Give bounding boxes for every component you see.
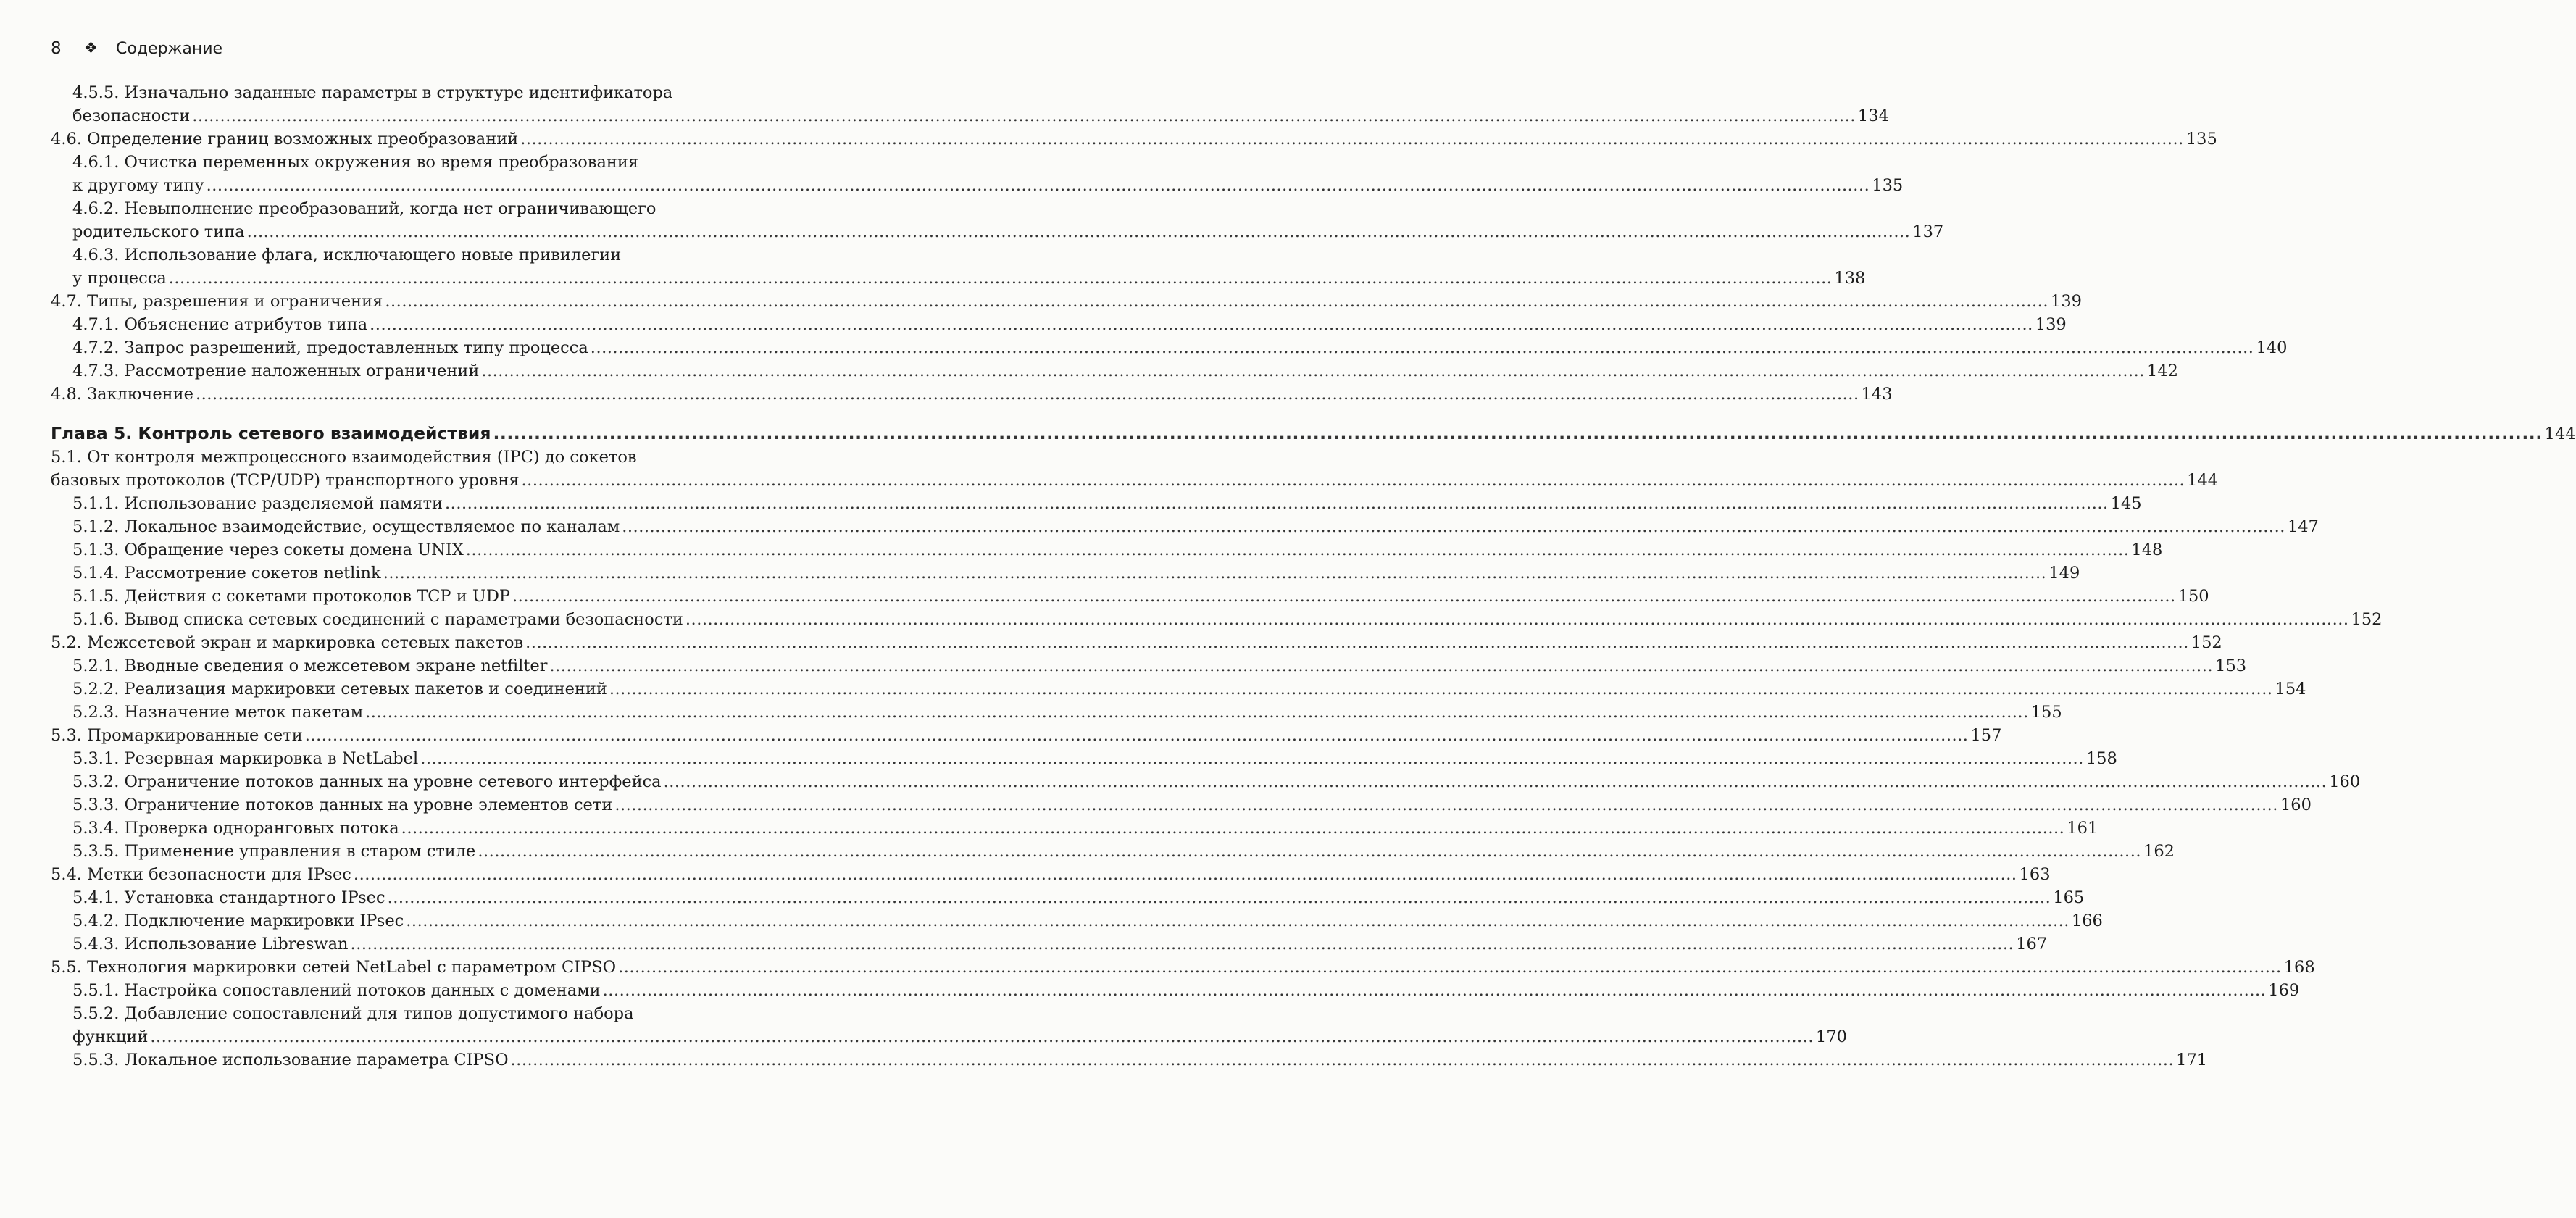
dot-leader: ............................................................................................................................................................................................................................................................................................................	[150, 1027, 1814, 1046]
dot-leader: ............................................................................................................................................................................................................................................................................................................	[195, 385, 1859, 404]
entry-title: 4.6.3. Использование флага, исключающего новые привилегии	[72, 246, 622, 264]
entry-line	[72, 886, 2085, 909]
entry-title: безопасности	[72, 107, 191, 125]
entry-title: 5.3.3. Ограничение потоков данных на уровне элементов сети	[72, 796, 613, 814]
page-ref: 152	[2191, 633, 2222, 652]
entry-line	[72, 151, 804, 174]
page-ref: 144	[2544, 425, 2576, 443]
entry-title: 4.7. Типы, разрешения и ограничения	[51, 292, 383, 311]
entry-line	[72, 747, 2117, 770]
entry-line	[51, 128, 2217, 151]
entry-title: 5.1.1. Использование разделяемой памяти	[72, 494, 443, 513]
page-ref: 139	[2051, 292, 2082, 311]
entry-line	[72, 104, 1889, 128]
page-ref: 154	[2275, 680, 2306, 698]
dot-leader: ............................................................................................................................................................................................................................................................................................................	[387, 888, 2051, 907]
dot-leader: ............................................................................................................................................................................................................................................................................................................	[602, 981, 2267, 1000]
entry-line	[72, 336, 2288, 359]
dot-leader: ............................................................................................................................................................................................................................................................................................................	[304, 726, 1969, 745]
entry-line	[72, 677, 2306, 701]
dot-leader: ............................................................................................................................................................................................................................................................................................................	[401, 819, 2065, 838]
dot-leader: ............................................................................................................................................................................................................................................................................................................	[350, 935, 2014, 954]
dot-leader: ............................................................................................................................................................................................................................................................................................................	[609, 680, 2273, 698]
entry-line	[72, 1025, 1847, 1048]
header-title: Содержание	[116, 40, 223, 58]
entry-line	[72, 701, 2062, 724]
entry-line	[72, 197, 804, 220]
entry-line	[72, 359, 2178, 383]
dot-leader: ............................................................................................................................................................................................................................................................................................................	[521, 471, 2185, 490]
page-ref: 143	[1861, 385, 1893, 404]
entry-title: 4.6.1. Очистка переменных окружения во время преобразования	[72, 153, 639, 172]
entry-title: 5.3.4. Проверка одноранговых потока	[72, 819, 399, 838]
page-ref: 140	[2256, 338, 2288, 357]
entry-title: 5.5.3. Локальное использование параметра CIPSO	[72, 1051, 509, 1069]
entry-line	[51, 422, 2576, 446]
entry-title: Глава 5. Контроль сетевого взаимодействия	[51, 423, 491, 443]
dot-leader: ............................................................................................................................................................................................................................................................................................................	[353, 865, 2017, 884]
entry-line	[72, 267, 1866, 290]
entry-title: 5.2.3. Назначение меток пакетам	[72, 703, 364, 722]
entry-line	[72, 1048, 2208, 1072]
entry-title: 4.8. Заключение	[51, 385, 193, 404]
entry-title: 4.5.5. Изначально заданные параметры в структуре идентификатора	[72, 83, 673, 102]
entry-line	[51, 863, 2051, 886]
entry-line	[72, 793, 2312, 817]
dot-leader: ............................................................................................................................................................................................................................................................................................................	[663, 772, 2327, 791]
page-ref: 147	[2287, 517, 2319, 536]
dot-leader: ............................................................................................................................................................................................................................................................................................................	[493, 423, 2543, 443]
page-ref: 149	[2048, 564, 2080, 583]
page-ref: 138	[1834, 269, 1866, 288]
page-ref: 134	[1857, 107, 1889, 125]
page-ref: 169	[2268, 981, 2300, 1000]
entry-line	[51, 956, 2315, 979]
dot-leader: ............................................................................................................................................................................................................................................................................................................	[512, 587, 2176, 606]
entry-line	[51, 631, 2222, 654]
page-ref: 162	[2143, 842, 2175, 861]
page-ref: 135	[2185, 130, 2217, 149]
entry-line	[72, 1002, 804, 1025]
entry-title: 5.5.2. Добавление сопоставлений для типов допустимого набора	[72, 1004, 634, 1023]
page-ref: 157	[1970, 726, 2002, 745]
entry-line	[51, 446, 804, 469]
entry-line	[72, 654, 2247, 677]
entry-line	[72, 538, 2163, 562]
entry-title: 5.3. Промаркированные сети	[51, 726, 303, 745]
entry-line	[72, 313, 2067, 336]
entry-line	[72, 515, 2319, 538]
entry-title: 5.4.3. Использование Libreswan	[72, 935, 349, 954]
page-ref: 135	[1872, 176, 1904, 195]
entry-title: 5.1.3. Обращение через сокеты домена UNIX	[72, 541, 464, 559]
page-ref: 166	[2071, 912, 2103, 930]
entry-line	[72, 243, 804, 267]
entry-title: 5.1.6. Вывод списка сетевых соединений с параметрами безопасности	[72, 610, 683, 629]
entry-title: 4.7.3. Рассмотрение наложенных ограничений	[72, 362, 480, 380]
page-ref: 153	[2215, 656, 2247, 675]
entry-title: 5.2. Межсетевой экран и маркировка сетевых пакетов	[51, 633, 524, 652]
entry-title: 5.2.2. Реализация маркировки сетевых пакетов и соединений	[72, 680, 607, 698]
entry-title: 5.4. Метки безопасности для IPsec	[51, 865, 351, 884]
entry-line	[72, 608, 2383, 631]
entry-title: 4.7.2. Запрос разрешений, предоставленных типу процесса	[72, 338, 588, 357]
dot-leader: ............................................................................................................................................................................................................................................................................................................	[549, 656, 2214, 675]
entry-title: 4.6. Определение границ возможных преобразований	[51, 130, 519, 149]
entry-title: 5.4.2. Подключение маркировки IPsec	[72, 912, 404, 930]
page-number: 8	[51, 39, 62, 58]
dot-leader: ............................................................................................................................................................................................................................................................................................................	[520, 130, 2184, 149]
entry-line	[72, 174, 1904, 197]
dot-leader: ............................................................................................................................................................................................................................................................................................................	[406, 912, 2069, 930]
entry-title: 5.5.1. Настройка сопоставлений потоков данных с доменами	[72, 981, 601, 1000]
entry-line	[72, 81, 804, 104]
dot-leader: ............................................................................................................................................................................................................................................................................................................	[618, 958, 2282, 977]
page-ref: 160	[2329, 772, 2361, 791]
page-ref: 170	[1816, 1027, 1847, 1046]
entry-title: 5.1.2. Локальное взаимодействие, осуществляемое по каналам	[72, 517, 620, 536]
page-ref: 160	[2280, 796, 2312, 814]
dot-leader: ............................................................................................................................................................................................................................................................................................................	[385, 292, 2048, 311]
entry-title: 5.1.4. Рассмотрение сокетов netlink	[72, 564, 381, 583]
entry-line	[51, 383, 1893, 406]
page-ref: 137	[1912, 222, 1944, 241]
dot-leader: ............................................................................................................................................................................................................................................................................................................	[383, 564, 2047, 583]
page-ref: 158	[2085, 749, 2117, 768]
page-ref: 161	[2067, 819, 2098, 838]
entry-line	[72, 562, 2080, 585]
dot-leader: ............................................................................................................................................................................................................................................................................................................	[246, 222, 1911, 241]
page-ref: 150	[2177, 587, 2209, 606]
entry-line	[72, 817, 2098, 840]
dot-leader: ............................................................................................................................................................................................................................................................................................................	[614, 796, 2278, 814]
dot-leader: ............................................................................................................................................................................................................................................................................................................	[365, 703, 2029, 722]
entry-title: 4.7.1. Объяснение атрибутов типа	[72, 315, 368, 334]
dot-leader: ............................................................................................................................................................................................................................................................................................................	[420, 749, 2084, 768]
page-ref: 148	[2131, 541, 2163, 559]
entry-title: 5.5. Технология маркировки сетей NetLabel с параметром CIPSO	[51, 958, 617, 977]
entry-line	[72, 492, 2142, 515]
page-ref: 139	[2035, 315, 2067, 334]
entry-title: базовых протоколов (TCP/UDP) транспортного уровня	[51, 471, 520, 490]
dot-leader: ............................................................................................................................................................................................................................................................................................................	[481, 362, 2145, 380]
dot-leader: ............................................................................................................................................................................................................................................................................................................	[445, 494, 2109, 513]
dot-leader: ............................................................................................................................................................................................................................................................................................................	[685, 610, 2349, 629]
entry-line	[72, 933, 2048, 956]
page-ref: 168	[2283, 958, 2315, 977]
page-ref: 163	[2019, 865, 2051, 884]
page-ref: 145	[2110, 494, 2142, 513]
page-ref: 155	[2030, 703, 2062, 722]
dot-leader: ............................................................................................................................................................................................................................................................................................................	[478, 842, 2142, 861]
entry-title: у процесса	[72, 269, 167, 288]
entry-line	[72, 770, 2361, 793]
entry-title: 5.2.1. Вводные сведения о межсетевом экране netfilter	[72, 656, 548, 675]
dot-leader: ............................................................................................................................................................................................................................................................................................................	[622, 517, 2285, 536]
entry-title: 4.6.2. Невыполнение преобразований, когда нет ограничивающего	[72, 199, 656, 218]
dot-leader: ............................................................................................................................................................................................................................................................................................................	[525, 633, 2189, 652]
dot-leader: ............................................................................................................................................................................................................................................................................................................	[168, 269, 1833, 288]
entry-line	[51, 290, 2082, 313]
entry-line	[72, 979, 2300, 1002]
dot-leader: ............................................................................................................................................................................................................................................................................................................	[590, 338, 2254, 357]
dot-leader: ............................................................................................................................................................................................................................................................................................................	[510, 1051, 2175, 1069]
dot-leader: ............................................................................................................................................................................................................................................................................................................	[370, 315, 2033, 334]
page-ref: 165	[2053, 888, 2085, 907]
entry-title: 5.3.1. Резервная маркировка в NetLabel	[72, 749, 419, 768]
entry-title: функций	[72, 1027, 149, 1046]
entry-line	[51, 724, 2002, 747]
entry-line	[72, 909, 2103, 933]
entry-title: родительского типа	[72, 222, 245, 241]
page-ref: 171	[2176, 1051, 2208, 1069]
page-ref: 167	[2016, 935, 2048, 954]
entry-title: 5.3.2. Ограничение потоков данных на уровне сетевого интерфейса	[72, 772, 662, 791]
entry-line	[72, 220, 1944, 243]
page-ref: 142	[2146, 362, 2178, 380]
page-ref: 152	[2351, 610, 2383, 629]
entry-title: 5.1.5. Действия с сокетами протоколов TCP и UDP	[72, 587, 511, 606]
entry-title: к другому типу	[72, 176, 204, 195]
entry-title: 5.3.5. Применение управления в старом стиле	[72, 842, 476, 861]
dot-leader: ............................................................................................................................................................................................................................................................................................................	[206, 176, 1870, 195]
entry-line	[72, 840, 2175, 863]
dot-leader: ............................................................................................................................................................................................................................................................................................................	[465, 541, 2130, 559]
page-ref: 144	[2187, 471, 2219, 490]
entry-title: 5.4.1. Установка стандартного IPsec	[72, 888, 385, 907]
dot-leader: ............................................................................................................................................................................................................................................................................................................	[192, 107, 1856, 125]
entry-title: 5.1. От контроля межпроцессного взаимодействия (IPC) до сокетов	[51, 448, 637, 467]
ornament-icon: ❖	[84, 39, 98, 57]
entry-line	[72, 585, 2209, 608]
entry-line	[51, 469, 2219, 492]
